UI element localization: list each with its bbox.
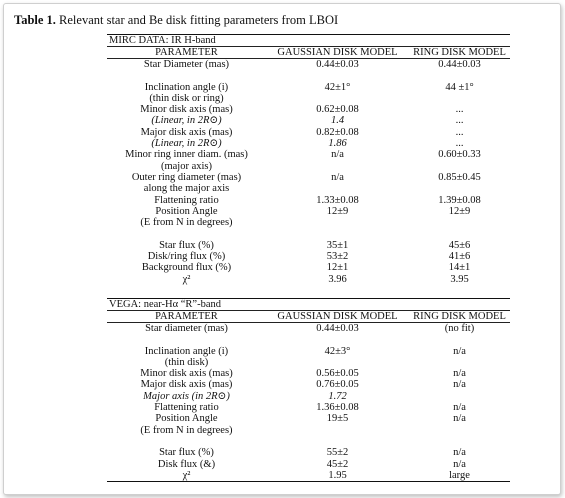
table-row [107,425,510,436]
table-cell: 35±1 [326,239,349,251]
table-cell: Disk flux (&) [157,458,216,470]
table-cell: 0.44±0.03 [438,59,481,70]
table-cell: 1.72 [328,390,347,402]
table-row [107,115,510,126]
table-cell: Minor ring inner diam. (mas) [125,149,248,161]
table-cell: ... [455,115,464,127]
table-row [107,346,510,357]
table-cell [409,70,510,81]
vega-section [107,298,510,482]
table-cell: n/a [453,402,466,414]
table-cell: 45±2 [326,458,349,470]
table-cell: ... [455,104,464,116]
table-row [107,436,510,447]
table-cell [409,228,510,239]
table-row [107,334,510,345]
bottom-rule [107,481,510,482]
table-row [107,195,510,206]
table-cell: 44 ±1° [445,81,474,93]
table-cell: (E from N in degrees) [140,217,233,229]
table-cell: χ² [182,469,191,481]
table-cell: large [449,469,470,481]
table-cell: 0.44±0.03 [316,323,359,334]
table-cell: ... [455,138,464,150]
table-cell: (thin disk) [164,356,209,368]
table-row [107,379,510,390]
table-cell: n/a [453,447,466,459]
table-cell [266,334,409,345]
table-cell: 1.4 [330,115,345,127]
table-row [107,251,510,262]
table-cell: (Linear, in 2R⊙) [151,138,222,150]
table-cell: Inclination angle (i) [144,345,229,357]
table-cell: 0.82±0.08 [316,126,359,138]
table-cell [266,357,409,368]
table-cell: Major disk axis (mas) [140,379,233,391]
table-cell: Star diameter (mas) [145,323,228,334]
caption-text: Relevant star and Be disk fitting parameters from LBOI [55,13,339,27]
table-cell [409,436,510,447]
table-row [107,172,510,183]
column-header-ring: RING DISK MODEL [413,47,506,58]
table-cell: χ² [182,273,191,285]
table-cell: Minor disk axis (mas) [140,368,233,380]
table-cell: Flattening ratio [154,402,219,414]
table-cell [266,183,409,194]
table-cell: 1.95 [328,469,347,481]
table-cell: Inclination angle (i) [144,81,229,93]
table-row [107,149,510,160]
table-cell: 0.56±0.05 [316,368,359,380]
column-header-ring: RING DISK MODEL [413,311,506,322]
table-row [107,459,510,470]
table-caption [14,13,338,28]
column-header-parameter: PARAMETER [155,311,218,322]
section-title: MIRC DATA: IR H-band [109,35,216,46]
table-row [107,183,510,194]
table-row [107,240,510,251]
table-row [107,82,510,93]
table-cell: n/a [453,368,466,380]
header-row [107,311,510,322]
table-cell: along the major axis [143,183,230,195]
table-cell: Disk/ring flux (%) [147,251,226,263]
table-row [107,323,510,334]
table-cell: 0.76±0.05 [316,379,359,391]
table-row [107,262,510,273]
table-row [107,206,510,217]
table-cell: n/a [453,413,466,425]
table-row [107,127,510,138]
table-row [107,161,510,172]
table-cell [409,357,510,368]
table-cell: Minor disk axis (mas) [140,104,233,116]
table-cell: 42±3° [324,345,351,357]
table-cell: 1.39±0.08 [438,194,481,206]
table-cell: 1.36±0.08 [316,402,359,414]
table-row [107,357,510,368]
table-cell: (major axis) [160,160,213,172]
table-cell: 45±6 [448,239,471,251]
table-row [107,391,510,402]
table-cell: Star Diameter (mas) [143,59,230,70]
table-cell: Position Angle [155,205,218,217]
table-cell: Background flux (%) [141,262,232,274]
table-cell [266,436,409,447]
table-row [107,368,510,379]
table-cell: Position Angle [155,413,218,425]
column-header-gaussian: GAUSSIAN DISK MODEL [277,47,398,58]
table-cell: n/a [331,171,344,183]
column-header-gaussian: GAUSSIAN DISK MODEL [277,311,398,322]
table-cell: Star flux (%) [159,239,214,251]
table-cell [409,425,510,436]
table-row [107,217,510,228]
table-cell: Flattening ratio [154,194,219,206]
table-cell [266,93,409,104]
table-cell: Star flux (%) [159,447,214,459]
table-figure [3,3,561,495]
table-cell: 1.86 [328,138,347,150]
table-cell: 12±9 [448,205,471,217]
table-cell: 0.44±0.03 [316,59,359,70]
table-row [107,70,510,81]
table-cell [266,217,409,228]
table-cell: Major disk axis (mas) [140,126,233,138]
table-cell: 0.85±0.45 [438,171,481,183]
table-row [107,274,510,285]
table-cell [107,70,266,81]
table-row [107,413,510,424]
column-header-parameter: PARAMETER [155,47,218,58]
mirc-section [107,34,510,285]
section-title: VEGA: near-Hα “R”-band [109,299,221,310]
table-cell: ... [455,126,464,138]
table-cell [409,183,510,194]
table-cell [409,93,510,104]
header-row [107,47,510,58]
table-row [107,59,510,70]
table-cell: (Linear, in 2R⊙) [151,115,222,127]
table-cell: 41±6 [448,251,471,263]
table-cell [266,425,409,436]
table-cell: 3.96 [328,273,347,285]
caption-label: Table 1. [14,13,56,27]
table-cell: n/a [453,379,466,391]
table-cell: Outer ring diameter (mas) [131,171,242,183]
table-cell: n/a [331,149,344,161]
table-cell: 1.33±0.08 [316,194,359,206]
table-cell: 55±2 [326,447,349,459]
table-cell: (no fit) [444,323,475,334]
table-cell [266,228,409,239]
table-cell: (E from N in degrees) [140,424,233,436]
table-cell [107,228,266,239]
table-cell [409,391,510,402]
table-cell [409,161,510,172]
table-cell: n/a [453,458,466,470]
table-cell: n/a [453,345,466,357]
table-row [107,138,510,149]
table-cell: 53±2 [326,251,349,263]
table-cell [266,70,409,81]
table-row [107,228,510,239]
table-cell [409,217,510,228]
table-cell: 12±9 [326,205,349,217]
table-cell [107,436,266,447]
table-cell: 42±1° [324,81,351,93]
table-cell: 14±1 [448,262,471,274]
table-cell: 19±5 [326,413,349,425]
table-cell: 12±1 [326,262,349,274]
table-cell: Major axis (in 2R⊙) [143,390,230,402]
table-row [107,402,510,413]
table-cell: 0.60±0.33 [438,149,481,161]
table-row [107,104,510,115]
table-row [107,470,510,481]
table-cell [409,334,510,345]
table-cell [266,161,409,172]
table-row [107,447,510,458]
table-cell: 3.95 [450,273,469,285]
table-cell: (thin disk or ring) [149,92,224,104]
table-cell: 0.62±0.08 [316,104,359,116]
table-cell [107,334,266,345]
table-row [107,93,510,104]
